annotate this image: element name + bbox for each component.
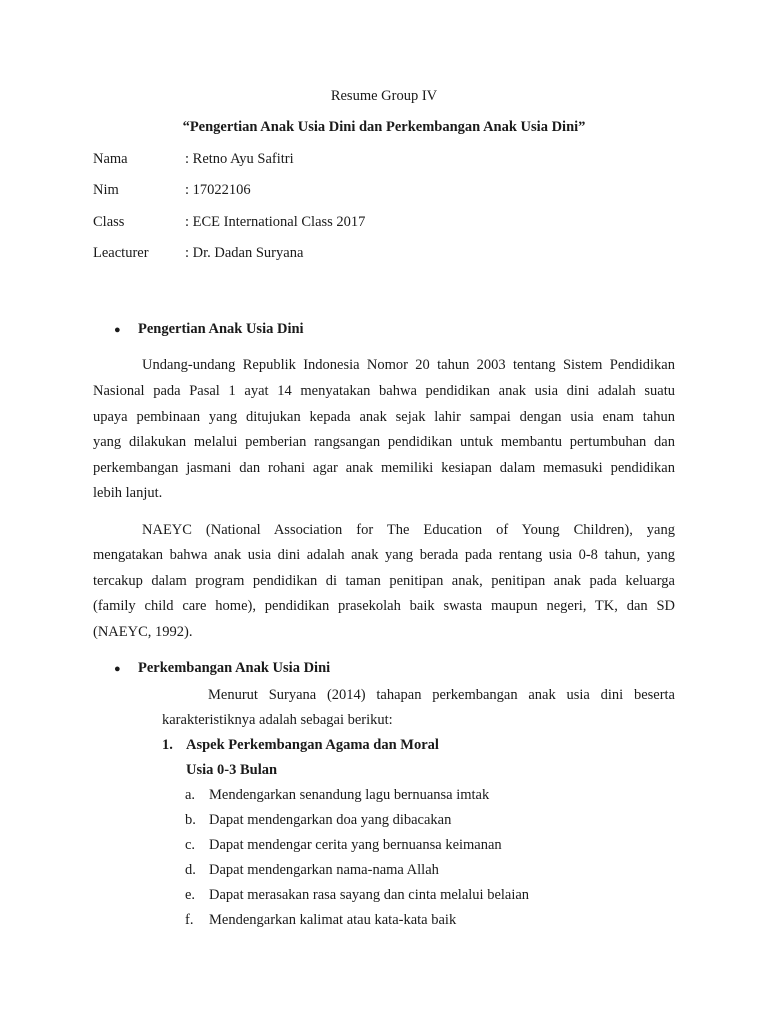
paragraph-line: tercakup dalam program pendidikan di taman penitipan anak, penitipan anak pada keluarga bbox=[93, 573, 675, 589]
paragraph-line: lebih lanjut. bbox=[93, 485, 163, 501]
list-item: Mendengarkan kalimat atau kata-kata baik bbox=[209, 912, 457, 928]
document-title: Resume Group IV bbox=[330, 88, 438, 104]
paragraph-line: Menurut Suryana (2014) tahapan perkembangan anak usia dini beserta bbox=[208, 687, 675, 703]
list-item: Dapat merasakan rasa sayang dan cinta melalui belaian bbox=[209, 887, 530, 903]
paragraph-line: (NAEYC, 1992). bbox=[93, 624, 193, 640]
list-item-letter: a. bbox=[185, 787, 196, 803]
paragraph-line: (family child care home), pendidikan prasekolah baik swasta maupun negeri, TK, dan SD bbox=[93, 598, 675, 614]
info-label-nim: Nim bbox=[93, 182, 119, 198]
list-item-letter: b. bbox=[185, 812, 196, 828]
list-item: Dapat mendengarkan doa yang dibacakan bbox=[209, 812, 452, 828]
list-item: Mendengarkan senandung lagu bernuansa imtak bbox=[209, 787, 490, 803]
info-value-nim: : 17022106 bbox=[185, 182, 251, 198]
subsection-title: Aspek Perkembangan Agama dan Moral bbox=[186, 737, 439, 753]
paragraph-line: upaya pembinaan yang ditujukan kepada anak sejak lahir sampai dengan usia enam tahun bbox=[93, 409, 675, 425]
list-item-letter: e. bbox=[185, 887, 196, 903]
paragraph-line: mengatakan bahwa anak usia dini adalah anak yang berada pada rentang usia 0-8 tahun, yang bbox=[93, 547, 675, 563]
list-item: Dapat mendengarkan nama-nama Allah bbox=[209, 862, 439, 878]
info-label-class: Class bbox=[93, 214, 125, 230]
paragraph-line: Undang-undang Republik Indonesia Nomor 20 tahun 2003 tentang Sistem Pendidikan bbox=[142, 357, 675, 373]
list-item-letter: f. bbox=[185, 912, 194, 928]
info-value-class: : ECE International Class 2017 bbox=[185, 214, 366, 230]
paragraph-line: Nasional pada Pasal 1 ayat 14 menyatakan bahwa pendidikan anak usia dini adalah suatu bbox=[93, 383, 675, 399]
info-value-nama: : Retno Ayu Safitri bbox=[185, 151, 294, 167]
paragraph-line: perkembangan jasmani dan rohani agar anak memiliki kesiapan dalam memasuki pendidikan bbox=[93, 460, 675, 476]
list-item-letter: c. bbox=[185, 837, 196, 853]
list-item: Dapat mendengar cerita yang bernuansa keimanan bbox=[209, 837, 502, 853]
section-heading-perkembangan: Perkembangan Anak Usia Dini bbox=[138, 660, 331, 676]
list-item-letter: d. bbox=[185, 862, 196, 878]
paragraph-line: NAEYC (National Association for The Education of Young Children), yang bbox=[142, 522, 675, 538]
info-label-lecturer: Leacturer bbox=[93, 245, 149, 261]
subsection-number: 1. bbox=[162, 737, 173, 753]
paragraph-line: yang dilakukan melalui pemberian rangsangan pendidikan untuk membantu pertumbuhan dan bbox=[93, 434, 675, 450]
info-value-lecturer: : Dr. Dadan Suryana bbox=[185, 245, 304, 261]
age-heading: Usia 0-3 Bulan bbox=[186, 762, 278, 778]
paragraph-line: karakteristiknya adalah sebagai berikut: bbox=[162, 712, 393, 728]
section-heading-pengertian: Pengertian Anak Usia Dini bbox=[138, 321, 304, 337]
info-label-nama: Nama bbox=[93, 151, 128, 167]
document-subtitle: “Pengertian Anak Usia Dini dan Perkembangan Anak Usia Dini” bbox=[182, 119, 586, 135]
bullet-icon: ● bbox=[114, 324, 121, 336]
bullet-icon: ● bbox=[114, 663, 121, 675]
